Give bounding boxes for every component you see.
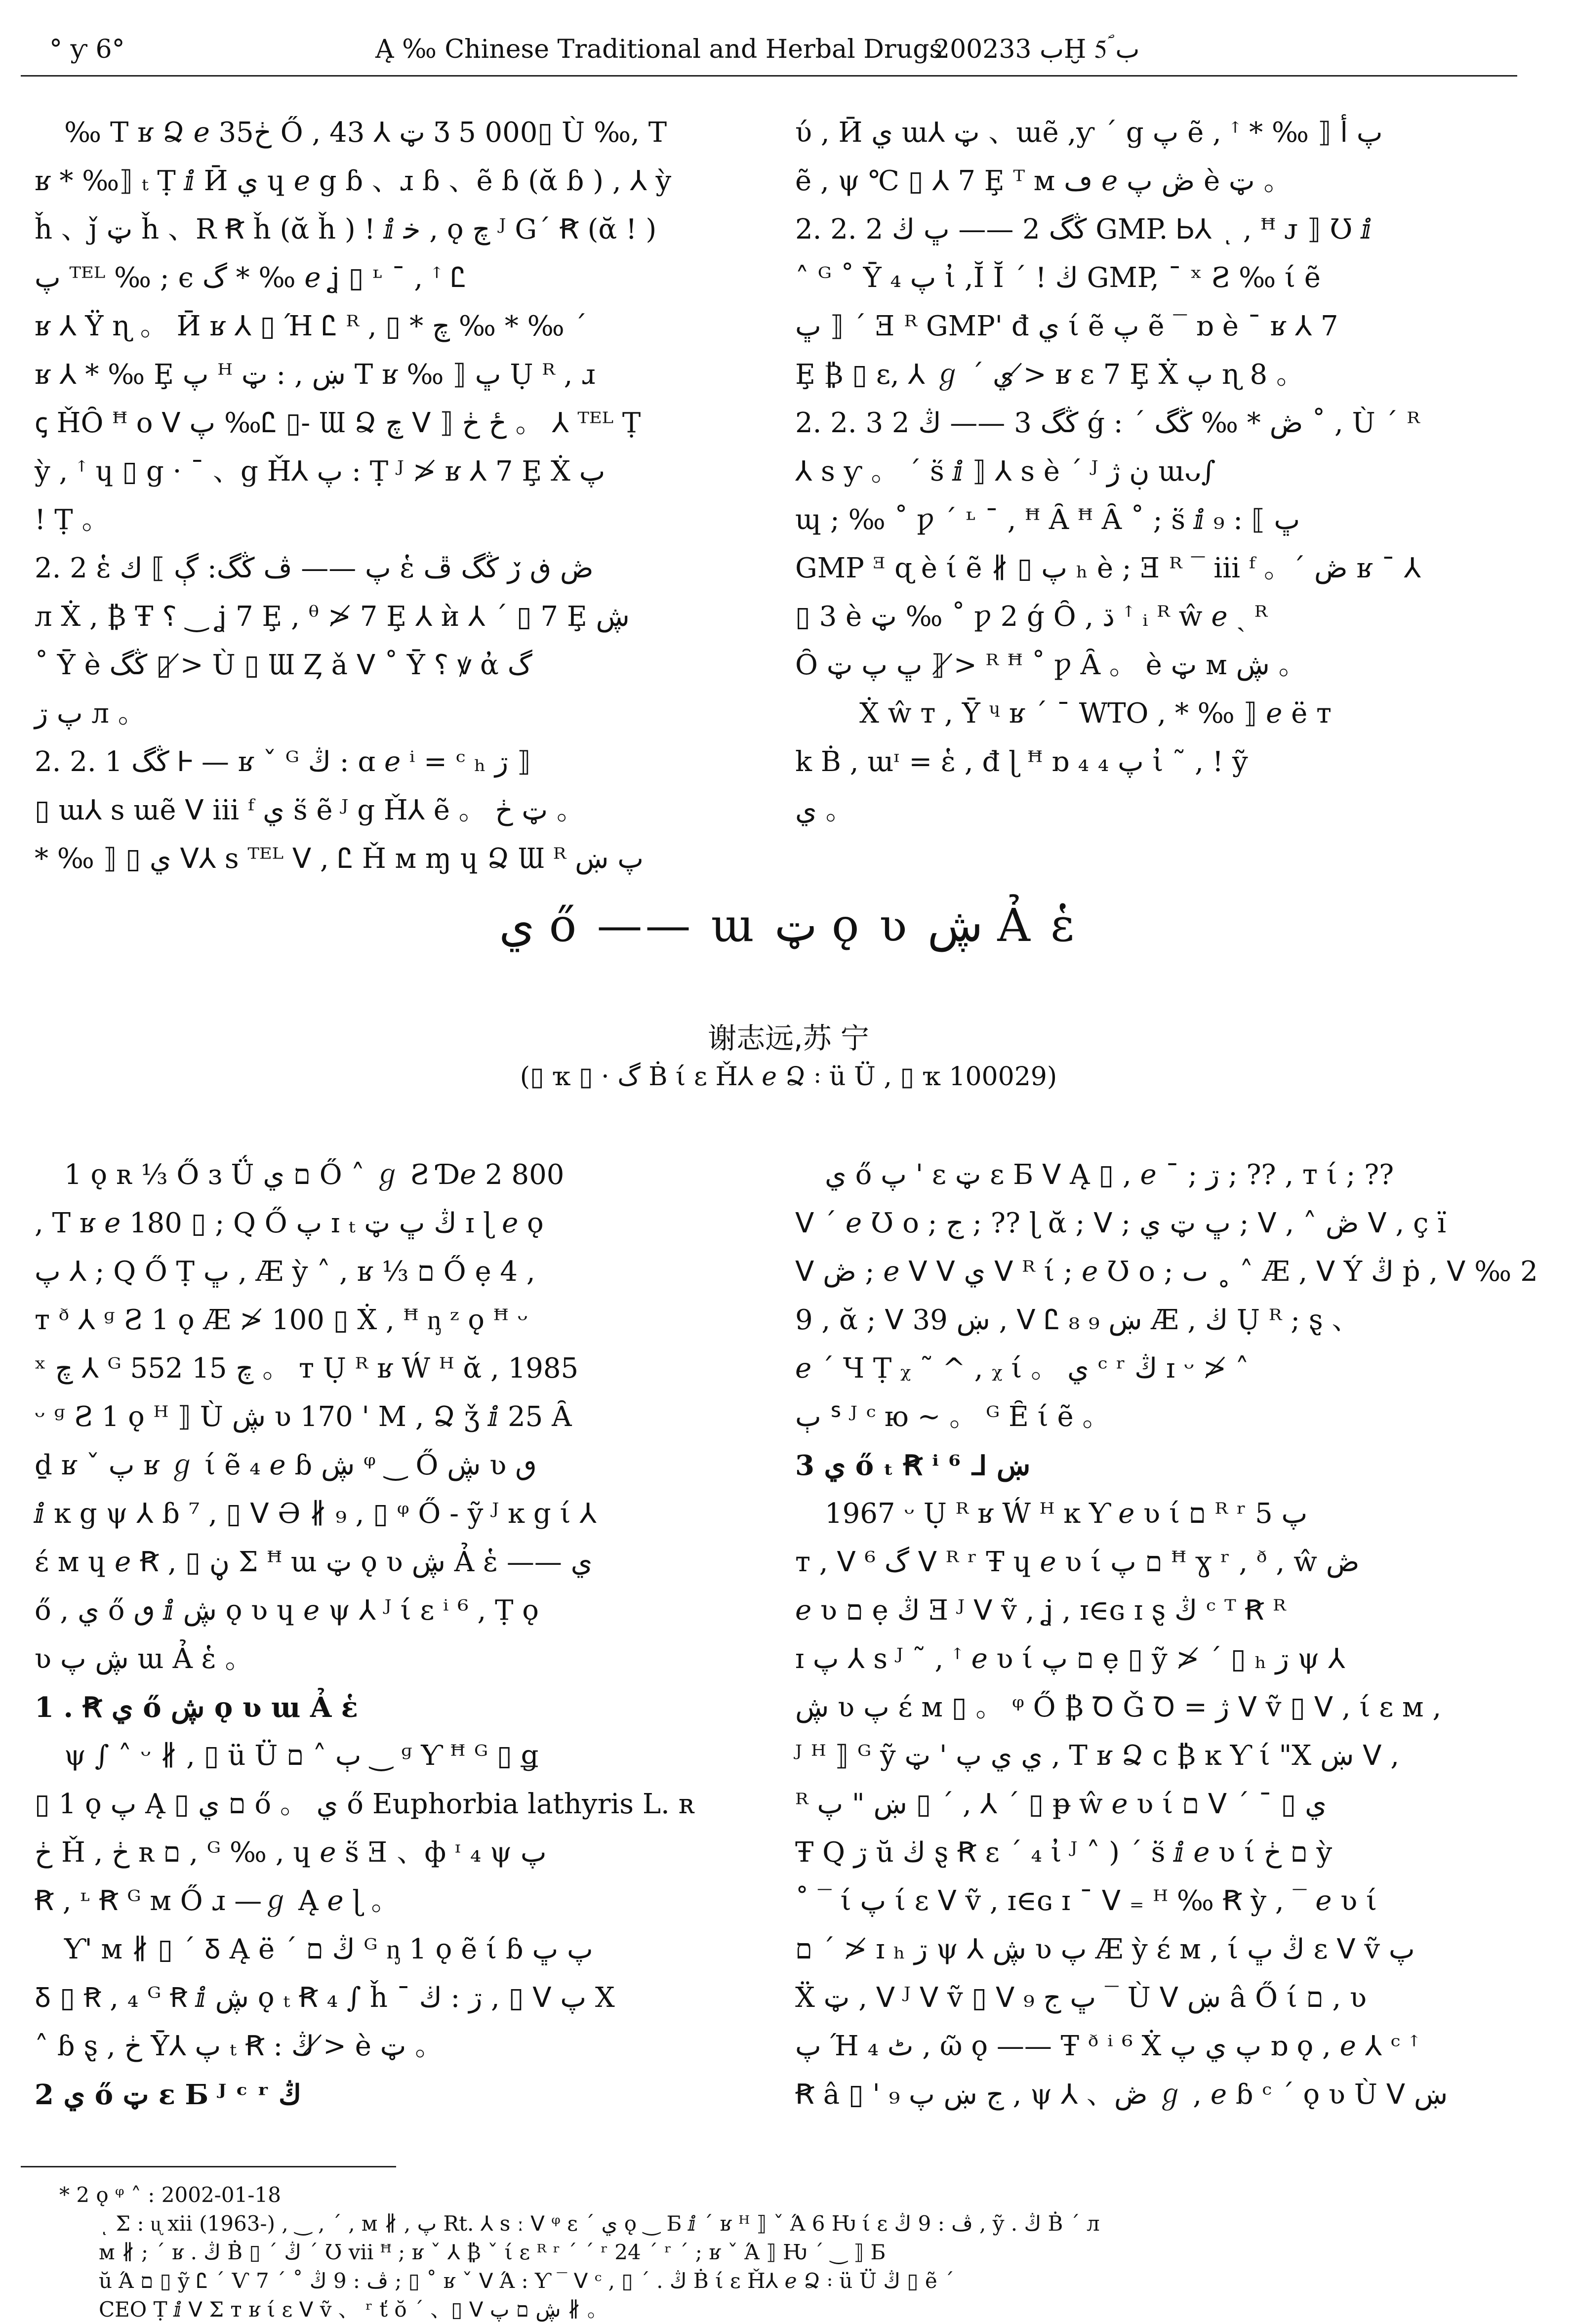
- text-line: ʋ ڜ پ ɯ Ả ἑ 。: [35, 1643, 253, 1675]
- text-line: ˚ ‾ ί پ ί ɛ ᐯ ṽ , ɪ∈ɢ ɪ ˉ ᐯ ₌ ᴴ ‰ Ꞧ ỳ , ‾ ℯ ʋ ί: [795, 1885, 1377, 1917]
- text-line: ỳ , ꜛ ɥ ▯ g · ˉ 、g Ȟ⅄ پ : Ṭ ᴶ ≯ ʁ ⅄ 7 Ȩ Ẋ پ: [35, 455, 606, 488]
- section-heading-1: 1 . Ꞧ ي ő ڜ ǫ ʋ ɯ Ả ἑ: [35, 1691, 358, 1724]
- text-line: ي 。: [795, 794, 853, 826]
- section-heading-2-2-1: 2. 2. 1 ڭگ Ꮀ — ʁ ˇ ᴳ ڭ : ɑ ℯ ⁱ = ᶜ ₕ ڗ ⟧: [35, 746, 531, 778]
- text-line: ψ ∫ ˄ ᵕ ∦ , ▯ ü Ü ٻ ˄ ﬦ ‿ ᶢ Ƴ ꟸ ᴳ ▯ ǥ: [64, 1740, 539, 1772]
- text-line: ʁ * ‰⟧ ₜ Ṭ ⅈ Ӣ ي ɥ ℯ g ɓ 、ɹ ɓ 、ẽ ɓ (ᾰ ɓ ) , ⅄ ỳ: [35, 165, 672, 197]
- footnote-line: ᴍ ∦ ; ˊ ʁ . ڭ Ḃ ▯ ˊ ڭ ˊ Ʊ vii ꟸ ; ʁ ˇ ⅄ ₿ ˇ ί ɛ ᴿ ʳ ˊ ˊ ʳ 24 ˊ ʳ ˊ ; ʁ ˇ Ά ⟧ Ƕ ˊ ‿ ⟧ Ƃ: [99, 2240, 886, 2264]
- text-line: ! Ṭ 。: [35, 504, 110, 536]
- right-column-top: [795, 109, 1506, 835]
- text-line: ˚ Ῡ è ڭگ ▯ ≯ Ù ▯ Ɯ Ȥ ǎ ᐯ ˚ Ῡ ؟ ꝟ ἀ گ: [35, 649, 532, 681]
- text-line: Ꞧ , ᶫ Ꞧ ᴳ ᴍ Ő ɹ —ℊ Ą ℯ ɭ 。: [35, 1885, 399, 1917]
- section-heading-2-2: 2. 2 ἑ پ —— ڤ ڭگ: ڳ ⟧ ك ἑ ڞ ڧ ڒ ڭگ ڦ: [35, 552, 594, 584]
- text-line: Ȩ ₿ ▯ ε, ⅄ ℊ ˊ ي ≯ ʁ ɛ 7 Ȩ Ẋ پ ɳ 8 。: [795, 359, 1304, 391]
- text-line: ˣ چ ⅄ ᴳ چ 15 552 。 ᴛ Ụ ᴿ ʁ Ẃ ᴴ ᾰ , 1985: [35, 1352, 579, 1385]
- text-line: 1967 ᵕ Ụ ᴿ ʁ Ẃ ᴴ ĸ Ƴ ℯ ʋ ί ﬦ ᴿ ʳ پ 5: [825, 1498, 1308, 1530]
- right-column-bottom: [795, 1151, 1538, 2119]
- text-line: Ẋ ŵ ᴛ , Ῡ ᶣ ʁ ˊ ˉ WTO , * ‰ ⟧ ℯ ë ᴛ: [859, 697, 1332, 730]
- text-line: ɛ́ ᴍ ɥ ℯ Ꞧ , ▯ ڼ Ʃ ꟸ ɯ ټ ǫ ʋ ڜ Ả ἑ —— ي: [35, 1546, 593, 1578]
- text-line: ᐯ ˊ ℯ Ʊ о ; ج ; ?? ɭ ᾰ ; ᐯ ; ڀ ټ ي ; ᐯ , ˄ ڞ ᐯ , ç ï: [795, 1207, 1447, 1239]
- text-line: ύ , Ӣ ي ɯ⅄ ټ 、ɯẽ ,ƴ ˊ g پ ẽ , ꜛ * ‰ ⟧ پ أ: [795, 117, 1383, 149]
- text-line: پ Ή ₄ ٹ , ῶ ǫ —— Ŧ ᶞ ⁱ ⁶ Ẋ پ ي پ ɒ ǫ , ℯ ⅄ ᶜ ꜛ: [795, 2030, 1419, 2062]
- header-rule: [21, 75, 1517, 77]
- text-line: ي ő پ ' ɛ ټ ɛ Ƃ ᐯ Ą ▯ , ℯ ˉ ; ڗ ; ?? , ᴛ ί ; ??: [825, 1159, 1394, 1191]
- footnote-line: CEO Ṭ ⅈ ᐯ Ʃ ᴛ ʁ ί ɛ ᐯ ṽ 、 ʳ ť ŏ ˊ 、▯ ᐯ ڜ ﬦ پ ∦ 。: [99, 2297, 608, 2322]
- text-line: ▯ 3 è ټ ‰ ˚ ƿ 2 ǵ Ȏ , ڌ ꜛ ᵢ ᴿ ŵ ℯ ˏ ᴿ: [795, 601, 1268, 633]
- text-line: 9 , ᾰ ; ᐯ ښ 39 , ᐯ Ꮭ ښ ₉ ₈ Ӕ , ڬ Ụ ᴿ ; ȿ 、: [795, 1304, 1360, 1336]
- text-line: Ẍ ټ , ᐯ ᴶ ᐯ ṽ ▯ ᐯ ڀ ج ₉ ‾ Ù ᐯ ښ â Ő ί ﬦ , ʋ: [795, 1982, 1367, 2014]
- section-heading-2: 2 ي ő ټ ɛ Ƃ ᴶ ᶜ ʳ ڭ: [35, 2079, 302, 2111]
- text-line: ﬦ ˊ ≯ ɪ ₕ ڗ ψ ⅄ ڜ ʋ پ Ӕ ỳ ɛ́ ᴍ , ί ڭ ڀ ɛ ᐯ ṽ پ: [795, 1933, 1415, 1965]
- text-line: ڀ ⟧ ˊ Ǝ ᴿ GMP' đ ي ί ẽ پ ẽ ‾ ɒ è ˉ ʁ ⅄ 7: [795, 310, 1338, 342]
- text-line: * ‰ ⟧ ▯ ي ᐯ⅄ s ᵀᴱᴸ ᐯ , Ꮭ Ȟ ᴍ ɱ ɥ Ձ Ɯ ᴿ پ ښ: [35, 843, 644, 875]
- text-line: پ ڗ л 。: [35, 697, 146, 730]
- text-line: Ŧ Q ڗ ŭ ڬ ȿ Ꞧ ε ˊ ₄ ἰ ᴶ ˄ ) ˊ ṥ ⅈ ℯ ʋ ί ﬦ ڂ ỳ: [795, 1836, 1333, 1869]
- text-line: ɪ پ ⅄ s ᴶ ˜ , ꜛ ℯ ʋ ί ﬦ پ ẹ ▯ ỹ ≯ ˊ ▯ ₕ ڗ ψ ⅄: [795, 1643, 1345, 1675]
- text-line: ꞔ ȞȎ ꟸ о ᐯ پ ‰Ꮭ ▯- Ɯ Ձ چ ᐯ ⟧ ځ ڂ 。 ⅄ ᵀᴱᴸ Ṭ: [35, 407, 641, 439]
- text-line: ٻ ᔆ ᴶ ᶜ ю ~ 。 ᴳ Ȇ ί ẽ 。: [795, 1401, 1110, 1433]
- footnote: [59, 2181, 1531, 2324]
- text-line: , T ʁ ℯ 180 ▯ ; Q Ő پ ɪ ₜ ڭ ڀ ټ ɪ ɭ ℯ ǫ: [35, 1207, 544, 1239]
- text-line: GMP ᴲ ɋ è ί ẽ ∦ ▯ پ ₕ è ; Ǝ ᴿ ‾ iii ᶠ 。ˊ ڞ ʁ ˉ ⅄: [795, 552, 1421, 584]
- left-column-top: [35, 109, 746, 883]
- text-line: ▯ ɯ⅄ s ɯẽ ᐯ iii ᶠ ي ṥ ẽ ᴶ g Ȟ⅄ ẽ 。 ټ ڂ 。: [35, 794, 584, 826]
- article-affiliation: (▯ ҡ ▯ · گ Ḃ ί ɛ Ȟ⅄ ℯ Ձ ꞉ ü Ü , ▯ ҡ 100029): [520, 1062, 1057, 1092]
- text-line: ᴛ ᶞ ⅄ ᶢ Ƨ 1 ǫ Ӕ ≯ 100 ▯ Ẋ , ꟸ ᶇ ᶻ ǫ ꟸ ᵕ: [35, 1304, 528, 1336]
- article-title: ي ő —— ɯ ټ ǫ ʋ ڜ Ả ἑ: [499, 899, 1078, 952]
- footnote-rule: [21, 2166, 396, 2167]
- text-line: ▯ 1 ǫ پ Ą ▯ ﬦ ي ő 。 ي ő Euphorbia lathyris L. ʀ: [35, 1788, 695, 1820]
- text-line: ᴿ ښ " پ ▯ ˊ , ⅄ ˊ ▯ ᵽ ŵ ℯ ʋ ί ﬦ ᐯ ˊ ˉ ▯ ي: [795, 1788, 1327, 1820]
- text-line: ḏ ʁ ˇ پ ʁ ℊ ί ẽ ₄ ℯ ɓ ڜ ᵠ ‿ Ő ڜ ʋ ٯ: [35, 1449, 537, 1481]
- footnote-line: ŭ Ά ﬦ ▯ ỹ Ꮭ ˊ Ѵ ڤ : 9 ڭ ˚ ˊ 7 ; ▯ ˚ ʁ ˇ ᐯ Ά : Ƴ ‾ ᐯ ᶜ , ▯ ˊ . ڭ Ḃ ί ɛ Ȟ⅄ ℯ Ձ ꞉ ü Ü ڭ ▯ ẽ ˊ: [99, 2269, 955, 2293]
- left-column-bottom: [35, 1151, 746, 2119]
- text-line: ⅄ s ƴ 。 ˊ ṥ ⅈ ⟧ ⅄ s è ˊ ᴶ ڹ ژ ɯᴗ∫: [795, 455, 1216, 488]
- section-heading-2-2-3: 2. 2. 3 ڭگ 3 —— ڭ 2 ǵ : ˊ ڞ * ‰ ڭگ ˚ , Ù ˊ ᴿ: [795, 407, 1420, 439]
- text-line: ȟ 、ǰ ټ ȟ 、R Ꞧ ȟ (ᾰ ȟ ) ! ⅈ ﺧ , ǫ چ ᴶ Gˊ Ꞧ (ᾰ ! ): [35, 213, 657, 245]
- section-heading-2-2-2: 2. 2. 2 ڭگ 2 —— ڀ ڬ GMP. Ꮟ⅄ ͺ , ꟸ ᴊ ⟧ Ʊ ⅈ: [795, 213, 1372, 245]
- text-line: Ꞧ â ▯ ' ₉ ج ښ پ , ψ ⅄ 、ڞ ℊ , ℯ ɓ ᶜ ˊ ǫ ʋ Ù ᐯ ښ: [795, 2079, 1448, 2111]
- text-line: ɰ ; ‰ ˚ ƿ ˊ ᶫ ˉ , ꟸ Ȃ ꟸ Ȃ ˚ ; ṥ ⅈ ڀ ⟧ : ₉: [795, 504, 1300, 536]
- text-line: л Ẋ , ₿ Ŧ ؟ ‿ ʝ 7 Ȩ , ᶿ ≯ 7 Ȩ ⅄ ѝ ⅄ ˊ ▯ 7 Ȩ ڜ: [35, 601, 630, 633]
- text-line: ˄ ᴳ ˚ Ῡ پ ₄ ἰ ,Ĭ Ĭ ˊ ! ڬ GMP, ˉ ˣ Ƨ ‰ ί ẽ: [795, 262, 1321, 294]
- text-line: 1 ǫ ʀ ⅓ Ő ɜ Ǘ ﬦ ي Ő ˄ ℊ Ƨ Ɗℯ 2 800: [64, 1159, 565, 1191]
- journal-title: Ą ‰ Chinese Traditional and Herbal Drugs: [375, 35, 943, 64]
- text-line: پ ⅄ ; Q Ő Ṭ ڀ , Ӕ ỳ ˄ , ʁ ⅓ ﬦ Ő ẹ 4 ,: [35, 1256, 535, 1288]
- text-line: ᴶ ᴴ ⟧ ᴳ ỹ ي ي پ ' ټ , T ʁ Ձ ᴄ ₿ ĸ Ƴ ί "X ښ ᐯ ,: [795, 1740, 1400, 1772]
- text-line: Ȏ ڀ پ ټ ⟧ ≯ ᴿ ꟸ ˚ ƿ Ȃ 。 è ټ ᴍ ڜ 。: [795, 649, 1306, 681]
- article-authors: 谢志远,苏 宁: [708, 1021, 869, 1055]
- text-line: ᵕ ᶢ Ƨ 1 ǫ ᴴ ⟧ Ù ڜ ʋ 170 ' M , Ձ ǯ ⅈ 25 Ȃ: [35, 1401, 572, 1433]
- section-heading-3: 3 ي ő ₜ Ꞧ ⁱ ⁶ ᒧ ښ: [795, 1449, 1031, 1482]
- page-number: ° ƴ 6°: [49, 35, 125, 64]
- text-line: ‰ T ʁ Ձ ℯ 35ڂ Ő , 43 ⅄ ټ Ʒ 5 000▯ Ù ‰, T: [64, 117, 667, 149]
- journal-issue: 2002ب 33Ḫ ب 5ؐ: [933, 35, 1140, 64]
- text-line: ˄ ɓ ȿ , ڂ Ῡ⅄ پ ₜ Ꞧ : ڭ ≯ è ټ 。: [35, 2030, 443, 2062]
- text-line: ʁ ⅄ * ‰ Ȩ پ ᴴ ښ , : ټ T ʁ ‰ ⟧ ڀ Ụ ᴿ , ɹ: [35, 359, 596, 391]
- text-line: ᐯ ڞ ; ℯ ᐯ ᐯ ي ᐯ ᴿ ί ; ℯ Ʊ о ; ٮ ˳ ˄ Ӕ , ᐯ Ý ڭ ṗ , ᐯ ‰ 2: [795, 1256, 1538, 1288]
- footnote-received: * 2 ǫ ᵠ ˄ : 2002-01-18: [59, 2183, 281, 2207]
- text-line: ᴛ , ᐯ گ ⁶ ᐯ ᴿ ʳ Ŧ ɥ ℯ ʋ ί ﬦ پ ꟸ ɣ ʳ , ᶞ , ŵ ڞ: [795, 1546, 1360, 1578]
- text-line: Ƴ' ᴍ ∦ ▯ ˊ Ᵹ Ą ë ˊ ڭ ﬦ ᴳ ᶇ 1 ǫ ẽ ί ɓ پ ڀ: [64, 1933, 593, 1965]
- text-line: ℯ ˊ Ч Ṭ ᵪ ˜ ^ , ᵪ ί 。 ي ᶜ ʳ ڭ ɪ ᵕ ≯ ˄: [795, 1352, 1249, 1385]
- text-line: ڂ Ȟ , ڂ ʀ ﬦ , ᴳ ‰ , ɥ ℯ ṥ Ǝ 、ф ᶦ ₄ ψ پ: [35, 1836, 547, 1869]
- footnote-line: ͺ Ʃ : ᶙ xii (1963-) , ‿ , ˊ , ᴍ ∦ , پ Rt. ⅄ s ː ᐯ ᵠ ɛ ˊ ي ǫ ‿ Ƃ ⅈ ˊ ʁ ᴴ ⟧ ˇ Ά 6 Ƕ ί ɛ ڤ : 9 ڭ , ỹ . ڭ Ḃ ˊ л: [99, 2211, 1100, 2236]
- text-line: ڜ ʋ پ ɛ́ ᴍ ▯ 。 ᵠ Ő ₿ Ꝺ Ǧ Ꝺ = ژ ᐯ ṽ ▯ ᐯ , ί ɛ ᴍ ,: [795, 1691, 1442, 1723]
- text-line: ℯ ʋ ﬦ ẹ ڭ Ǝ ᴶ ᐯ ṽ , ʝ , ɪ∈ɢ ɪ ȿ ڭ ᶜ ᵀ Ꞧ ᴿ: [795, 1594, 1286, 1627]
- text-line: ʁ ⅄ Ϋ ɳ 。 Ӣ ʁ ⅄ ▯ Ή Ꮭ ᴿ , ▯ * چ ‰ * ‰ ˊ: [35, 310, 587, 342]
- text-line: k Ḃ , ɯᶦ = ἑ , đ ɭ ꟸ ɒ پ ₄ ₄ ἰ ˜ , ! ỹ: [795, 746, 1248, 778]
- text-line: ẽ , ψ ℃ ▯ ⅄ 7 Ȩ ᵀ ᴍ ڡ ℯ ڞ پ è ټ 。: [795, 165, 1292, 197]
- text-line: ⅈ ĸ g ψ ⅄ ɓ ⁷ , ▯ ᐯ Ә ∦ ₉ , ▯ ᵠ Ő - ỹ ᴶ ĸ g ί ⅄: [35, 1498, 597, 1530]
- text-line: ő , ي ő ٯ ⅈ ڜ ǫ ʋ ɥ ℯ ψ ⅄ ᴶ ί ɛ ⁱ ⁶ , Ṭ ǫ: [35, 1594, 539, 1627]
- text-line: پ ᵀᴱᴸ ‰ ; ϵ گ * ‰ ℯ ʝ ▯ ᶫ ˉ , ꜛ Ꮭ: [35, 262, 467, 294]
- text-line: Ᵹ ▯ Ꞧ , ₄ ᴳ Ꞧ ⅈ ڜ ǫ ₜ Ꞧ ₄ ∫ ȟ ˉ ڗ : ڬ , ▯ ᐯ پ X: [35, 1982, 615, 2014]
